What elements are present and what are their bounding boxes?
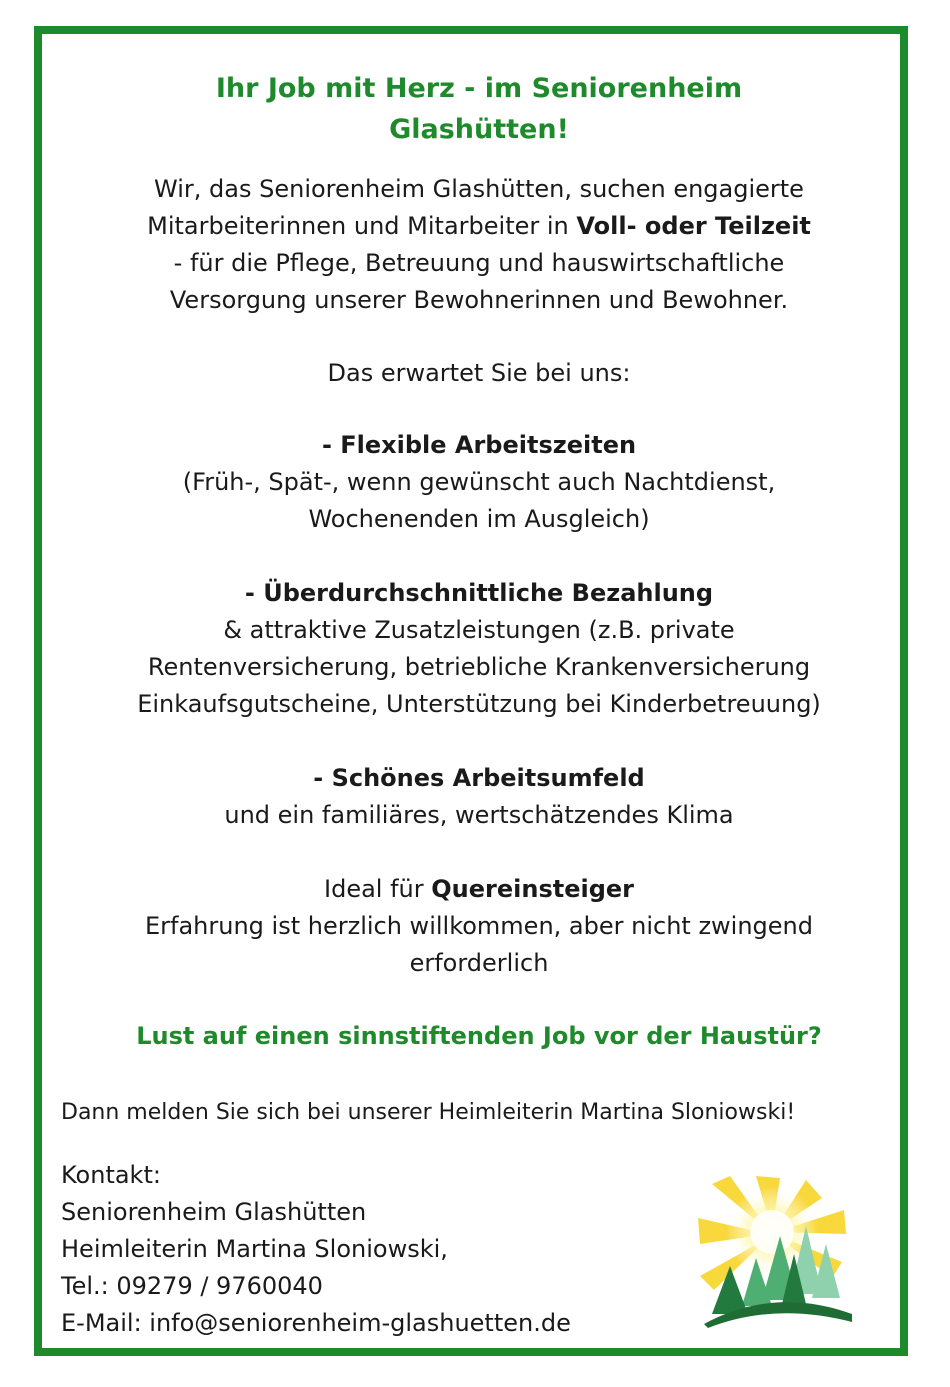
benefit-line: Rentenversicherung, betriebliche Krankenversicherung (147, 653, 811, 681)
benefit-line: Wochenenden im Ausgleich) (308, 505, 650, 533)
sun-core (750, 1210, 794, 1254)
benefit-line: und ein familiäres, wertschätzendes Klima (224, 801, 734, 829)
benefit-flexible-hours (42, 427, 916, 538)
benefit-heading: - Flexible Arbeitszeiten (321, 431, 637, 459)
title-line-1: Ihr Job mit Herz - im Seniorenheim (215, 73, 743, 104)
title-line-2: Glashütten! (389, 114, 569, 145)
benefit-payment (42, 575, 916, 723)
contact-invitation: Dann melden Sie sich bei unserer Heimleiterin Martina Sloniowski! (61, 1100, 796, 1125)
contact-email[interactable]: E-Mail: info@seniorenheim-glashuetten.de (61, 1309, 571, 1337)
benefit-line: & attraktive Zusatzleistungen (z.B. private (223, 616, 735, 644)
contact-person: Heimleiterin Martina Sloniowski, (61, 1235, 448, 1263)
quereinsteiger-prefix: Ideal für (324, 875, 432, 903)
intro-line-2 (42, 208, 916, 245)
quereinsteiger-heading (42, 871, 916, 908)
benefit-heading: - Schönes Arbeitsumfeld (313, 764, 645, 792)
intro-line-2-prefix: Mitarbeiterinnen und Mitarbeiter in (147, 212, 577, 240)
benefit-line: Einkaufsgutscheine, Unterstützung bei Kinderbetreuung) (137, 690, 821, 718)
contact-block (61, 1157, 571, 1342)
quereinsteiger-section (42, 871, 916, 982)
intro-line-1: Wir, das Seniorenheim Glashütten, suchen engagierte (154, 175, 804, 203)
contact-label: Kontakt: (61, 1161, 161, 1189)
contact-org: Seniorenheim Glashütten (61, 1198, 367, 1226)
benefit-line: (Früh-, Spät-, wenn gewünscht auch Nachtdienst, (182, 468, 776, 496)
quereinsteiger-line-2: erforderlich (409, 949, 549, 977)
benefit-environment (42, 760, 916, 834)
expect-heading-text: Das erwartet Sie bei uns: (327, 359, 631, 387)
intro-line-4: Versorgung unserer Bewohnerinnen und Bewohner. (169, 286, 789, 314)
intro-paragraph (42, 171, 916, 319)
expect-heading (42, 355, 916, 392)
benefit-heading: - Überdurchschnittliche Bezahlung (244, 579, 714, 607)
job-ad-frame (34, 26, 908, 1356)
call-to-action: Lust auf einen sinnstiftenden Job vor der Haustür? (136, 1022, 822, 1050)
employment-type: Voll- oder Teilzeit (576, 212, 811, 240)
contact-phone[interactable]: Tel.: 09279 / 9760040 (61, 1272, 323, 1300)
sun-forest-logo-icon (694, 1174, 854, 1329)
quereinsteiger-line-1: Erfahrung ist herzlich willkommen, aber nicht zwingend (144, 912, 813, 940)
page-title (42, 68, 916, 150)
quereinsteiger-emphasis: Quereinsteiger (431, 875, 634, 903)
intro-line-3: - für die Pflege, Betreuung und hauswirtschaftliche (173, 249, 785, 277)
